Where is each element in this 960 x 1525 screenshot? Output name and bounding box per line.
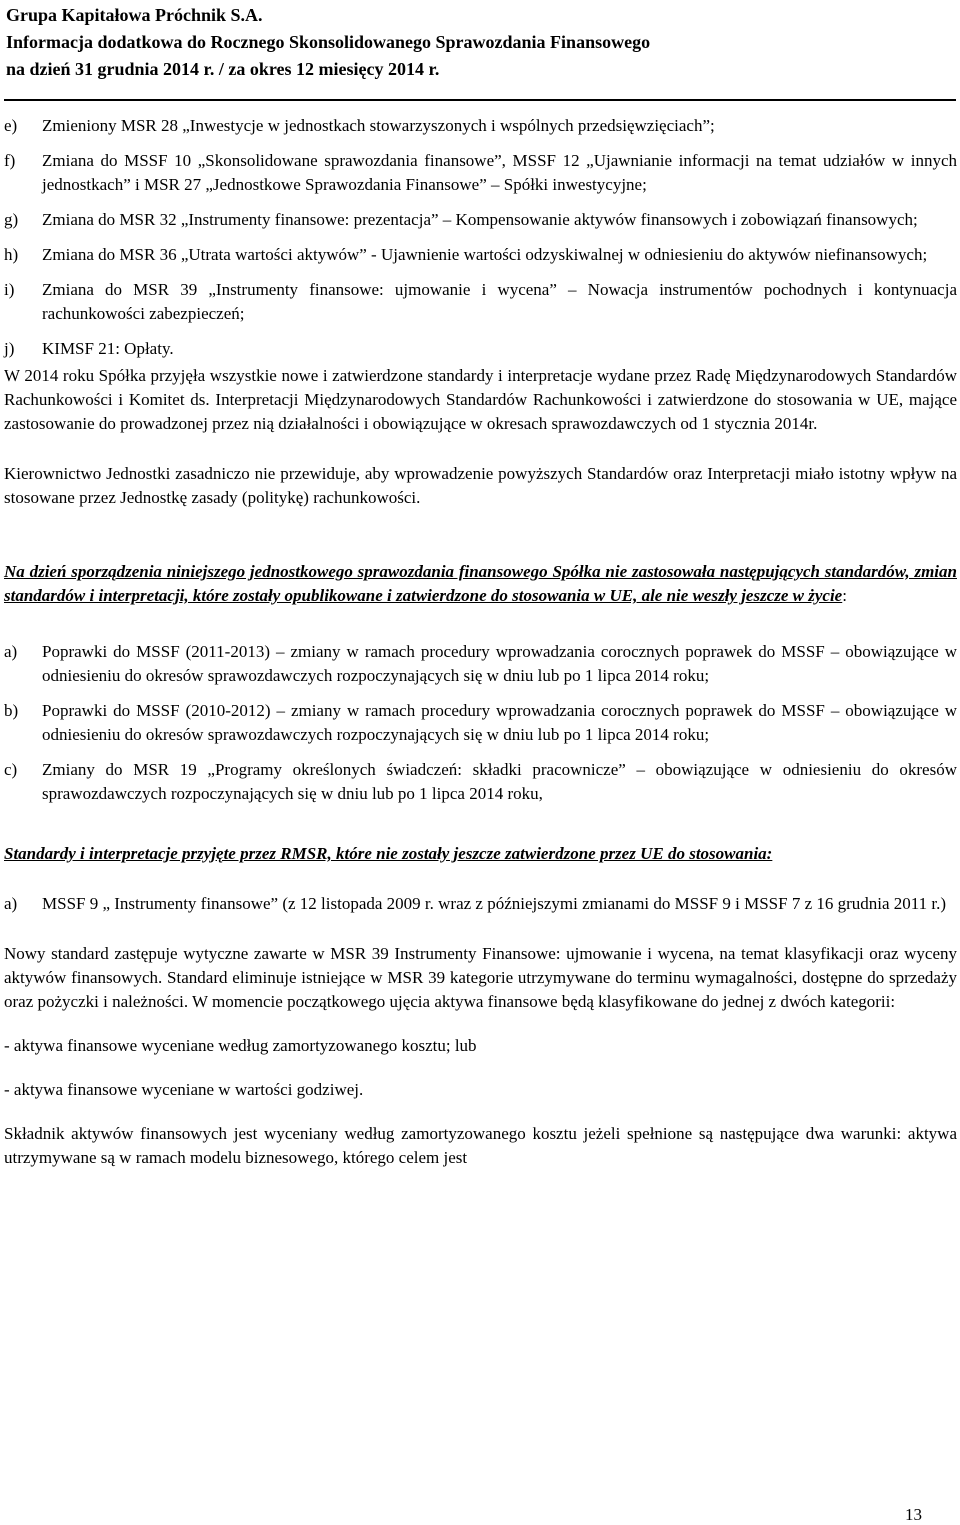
heading-colon: : bbox=[842, 586, 847, 605]
heading-not-approved-by-eu: Standardy i interpretacje przyjęte przez RMSR, które nie zostały jeszcze zatwierdzone przez UE do stosowania: bbox=[4, 844, 773, 863]
list-item bbox=[4, 640, 957, 688]
paragraph-amortised-cost-conditions: Składnik aktywów finansowych jest wyceniany według zamortyzowanego kosztu jeżeli spełnione są następujące dwa warunki: aktywa utrzymywane są w ramach modelu biznesowego, którego celem jest bbox=[4, 1124, 957, 1167]
list-marker: b) bbox=[4, 701, 19, 720]
list-item bbox=[4, 243, 957, 267]
list-marker: e) bbox=[4, 116, 18, 135]
list-marker: f) bbox=[4, 151, 16, 170]
amendments-list-not-effective bbox=[4, 640, 957, 806]
paragraph-new-standard: Nowy standard zastępuje wytyczne zawarte w MSR 39 Instrumenty Finansowe: ujmowanie i wycena, na temat klasyfikacji oraz wyceny aktywów finansowych. Standard eliminuje istniejące w MSR 39 kategorie utrzymywane do terminu wymagalności, dostępne do sprzedaży oraz pożyczki i należności. W momencie początkowego ujęcia aktywa finansowe będą klasyfikowane do jednej z dwóch kategorii: bbox=[4, 944, 957, 1011]
paragraph-management-assessment: Kierownictwo Jednostki zasadniczo nie przewiduje, aby wprowadzenie powyższych Standardów oraz Interpretacji miało istotny wpływ na stosowane przez Jednostkę zasady (politykę) rachunkowości. bbox=[4, 464, 957, 507]
list-item bbox=[4, 337, 957, 361]
list-text: Zmieniony MSR 28 „Inwestycje w jednostkach stowarzyszonych i wspólnych przedsięwzięciach”; bbox=[42, 116, 715, 135]
page-number: 13 bbox=[905, 1505, 922, 1524]
list-item bbox=[4, 114, 957, 138]
paragraph-adopted-standards: W 2014 roku Spółka przyjęła wszystkie nowe i zatwierdzone standardy i interpretacje wydane przez Radę Międzynarodowych Standardów Rachunkowości i Komitet ds. Interpretacji Międzynarodowych Standardów Rachunkowości i zatwierdzone do stosowania w UE, mające zastosowanie do prowadzonej przez nią działalności i obowiązujące w okresach sprawozdawczych od 1 stycznia 2014r. bbox=[4, 366, 957, 433]
list-text: Zmiana do MSR 39 „Instrumenty finansowe: ujmowanie i wycena” – Nowacja instrumentów pochodnych i kontynuacja rachunkowości zabezpieczeń; bbox=[42, 280, 957, 323]
list-item bbox=[4, 278, 957, 326]
company-name: Grupa Kapitałowa Próchnik S.A. bbox=[6, 5, 263, 25]
list-marker: h) bbox=[4, 245, 19, 264]
document-header bbox=[6, 2, 954, 83]
list-item bbox=[4, 892, 957, 916]
list-text: KIMSF 21: Opłaty. bbox=[42, 339, 174, 358]
list-marker: g) bbox=[4, 210, 19, 229]
list-text: Zmiana do MSR 36 „Utrata wartości aktywów” - Ujawnienie wartości odzyskiwalnej w odniesieniu do aktywów niefinansowych; bbox=[42, 245, 928, 264]
list-text: Zmiana do MSR 32 „Instrumenty finansowe: prezentacja” – Kompensowanie aktywów finansowych i zobowiązań finansowych; bbox=[42, 210, 918, 229]
heading-not-yet-effective-text: Na dzień sporządzenia niniejszego jednostkowego sprawozdania finansowego Spółka nie zastosowała następujących standardów, zmian standardów i interpretacji, które zostały opublikowane i zatwierdzone do stosowania w UE, ale nie weszły jeszcze w życie bbox=[4, 562, 957, 605]
list-item bbox=[4, 699, 957, 747]
list-marker: c) bbox=[4, 760, 18, 779]
list-text: Poprawki do MSSF (2011-2013) – zmiany w ramach procedury wprowadzania corocznych poprawek do MSSF – obowiązujące w odniesieniu do okresów sprawozdawczych rozpoczynających się w dniu lub po 1 lipca 2014 roku; bbox=[42, 642, 957, 685]
dash-item-fair-value: - aktywa finansowe wyceniane w wartości godziwej. bbox=[4, 1080, 364, 1099]
list-marker: j) bbox=[4, 339, 15, 358]
page-content bbox=[4, 114, 957, 1170]
list-marker: i) bbox=[4, 280, 15, 299]
report-title: Informacja dodatkowa do Rocznego Skonsolidowanego Sprawozdania Finansowego bbox=[6, 32, 651, 52]
list-marker: a) bbox=[4, 894, 18, 913]
list-item bbox=[4, 149, 957, 197]
list-text: Zmiana do MSSF 10 „Skonsolidowane sprawozdania finansowe”, MSSF 12 „Ujawnianie informacji na temat udziałów w innych jednostkach” i MSR 27 „Jednostkowe Sprawozdania Finansowe” – Spółki inwestycyjne; bbox=[42, 151, 957, 194]
heading-not-yet-effective bbox=[4, 560, 957, 608]
list-item bbox=[4, 208, 957, 232]
list-text: Zmiany do MSR 19 „Programy określonych świadczeń: składki pracownicze” – obowiązujące w odniesieniu do okresów sprawozdawczych rozpoczynających się w dniu lub po 1 lipca 2014 roku, bbox=[42, 760, 957, 803]
amendments-list-adopted bbox=[4, 114, 957, 361]
header-divider bbox=[4, 99, 956, 101]
dash-item-amortised-cost: - aktywa finansowe wyceniane według zamortyzowanego kosztu; lub bbox=[4, 1036, 477, 1055]
list-marker: a) bbox=[4, 642, 18, 661]
list-item bbox=[4, 758, 957, 806]
report-period: na dzień 31 grudnia 2014 r. / za okres 12 miesięcy 2014 r. bbox=[6, 59, 440, 79]
list-text: MSSF 9 „ Instrumenty finansowe” (z 12 listopada 2009 r. wraz z późniejszymi zmianami do MSSF 9 i MSSF 7 z 16 grudnia 2011 r.) bbox=[42, 894, 947, 913]
list-text: Poprawki do MSSF (2010-2012) – zmiany w ramach procedury wprowadzania corocznych poprawek do MSSF – obowiązujące w odniesieniu do okresów sprawozdawczych rozpoczynających się w dniu lub po 1 lipca 2014 roku; bbox=[42, 701, 957, 744]
